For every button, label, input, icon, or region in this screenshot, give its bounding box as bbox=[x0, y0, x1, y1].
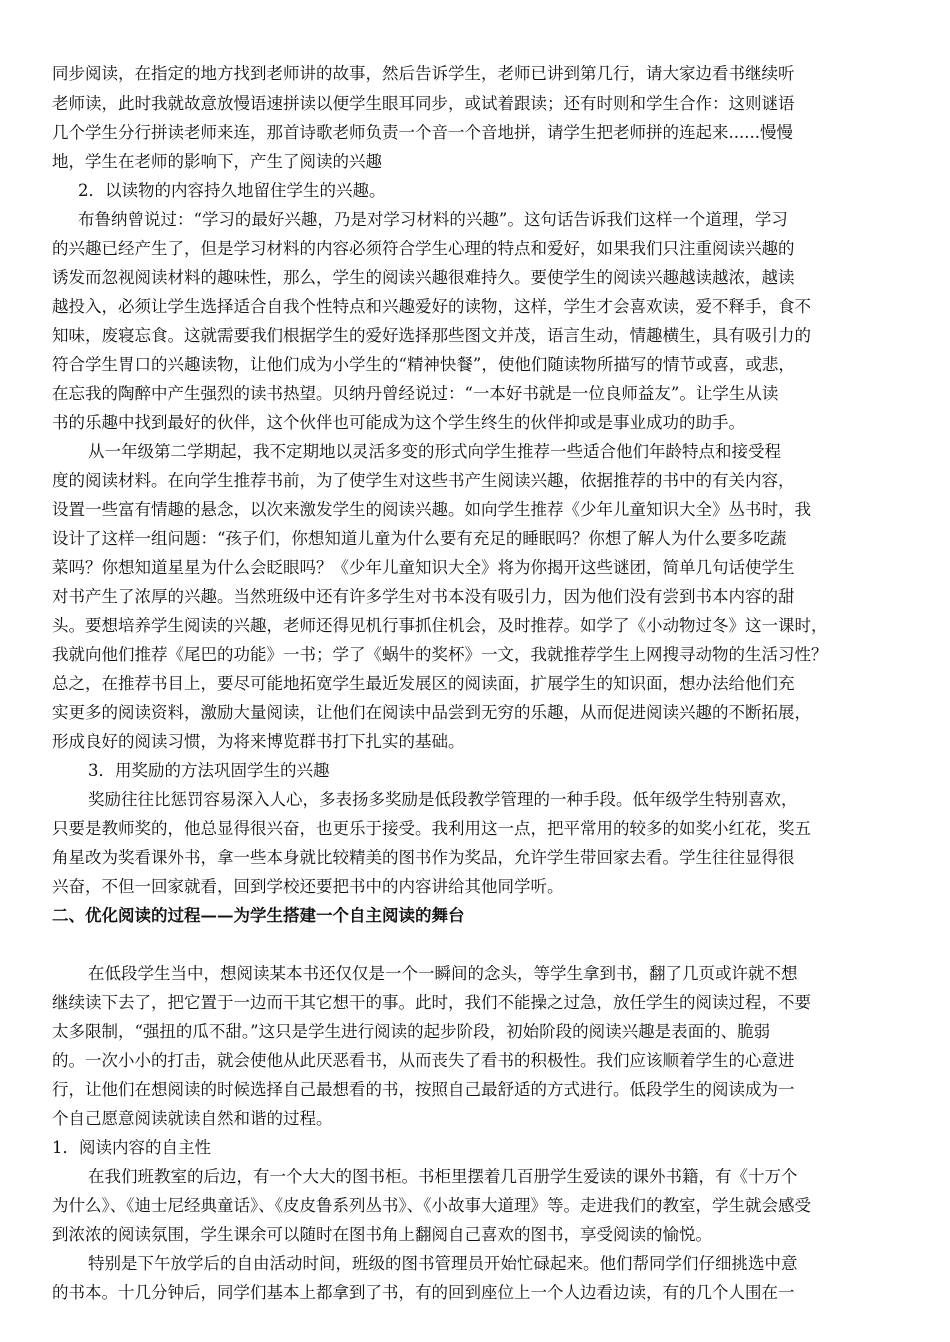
paragraph-line: 太多限制，“强扭的瓜不甜。”这只是学生进行阅读的起步阶段，初始阶段的阅读兴趣是表面的、脆弱 bbox=[52, 1022, 771, 1041]
paragraph-line: 为什么》、《迪士尼经典童话》、《皮皮鲁系列丛书》、《小故事大道理》等。走进我们的教室，学生就会感受 bbox=[52, 1196, 811, 1215]
paragraph-line: 角星改为奖看课外书，拿一些本身就比较精美的图书作为奖品，允许学生带回家去看。学生往往显得很 bbox=[52, 848, 795, 867]
chapter-heading: 二、优化阅读的过程——为学生搭建一个自主阅读的舞台 bbox=[52, 906, 465, 925]
section-heading: 3．用奖励的方法巩固学生的兴趣 bbox=[88, 761, 330, 780]
paragraph-line: 老师读，此时我就故意放慢语速拼读以便学生眼耳同步，或试着跟读；还有时则和学生合作：这则谜语 bbox=[52, 94, 795, 113]
paragraph-line: 行，让他们在想阅读的时候选择自己最想看的书，按照自己最舒适的方式进行。低段学生的阅读成为一 bbox=[52, 1080, 795, 1099]
paragraph-line: 符合学生胃口的兴趣读物，让他们成为小学生的“精神快餐”，使他们随读物所描写的情节或喜，或悲， bbox=[52, 355, 795, 374]
paragraph-line: 布鲁纳曾说过：“学习的最好兴趣，乃是对学习材料的兴趣”。这句话告诉我们这样一个道理，学习 bbox=[78, 210, 788, 229]
paragraph-line: 只要是教师奖的，他总显得很兴奋，也更乐于接受。我利用这一点，把平常用的较多的如奖小红花，奖五 bbox=[52, 819, 811, 838]
paragraph-line: 知味，废寝忘食。这就需要我们根据学生的爱好选择那些图文并茂，语言生动，情趣横生，具有吸引力的 bbox=[52, 326, 811, 345]
paragraph-line: 设计了这样一组问题：“孩子们，你想知道儿童为什么要有充足的睡眠吗？你想了解人为什么要多吃蔬 bbox=[52, 529, 787, 548]
paragraph-line: 兴奋，不但一回家就看，回到学校还要把书中的内容讲给其他同学听。 bbox=[52, 877, 564, 896]
paragraph-line: 形成良好的阅读习惯，为将来博览群书打下扎实的基础。 bbox=[52, 732, 465, 751]
paragraph-line: 的。一次小小的打击，就会使他从此厌恶看书，从而丧失了看书的积极性。我们应该顺着学生的心意进 bbox=[52, 1051, 795, 1070]
paragraph-line: 个自己愿意阅读就读自然和谐的过程。 bbox=[52, 1109, 333, 1128]
paragraph-line: 总之，在推荐书目上，要尽可能地拓宽学生最近发展区的阅读面，扩展学生的知识面，想办法给他们充 bbox=[52, 674, 795, 693]
paragraph-line: 设置一些富有情趣的悬念，以次来激发学生的阅读兴趣。如向学生推荐《少年儿童知识大全》丛书时，我 bbox=[52, 500, 811, 519]
paragraph-line: 菜吗？你想知道星星为什么会眨眼吗？《少年儿童知识大全》将为你揭开这些谜团，简单几句话使学生 bbox=[52, 558, 795, 577]
paragraph-line: 从一年级第二学期起，我不定期地以灵活多变的形式向学生推荐一些适合他们年龄特点和接受程 bbox=[88, 442, 781, 461]
paragraph-line: 特别是下午放学后的自由活动时间，班级的图书管理员开始忙碌起来。他们帮同学们仔细挑选中意 bbox=[88, 1254, 798, 1273]
paragraph-line: 我就向他们推荐《尾巴的功能》一书；学了《蜗牛的奖杯》一文，我就推荐学生上网搜寻动物的生活习性？ bbox=[52, 645, 828, 664]
paragraph-line: 对书产生了浓厚的兴趣。当然班级中还有许多学生对书本没有吸引力，因为他们没有尝到书本内容的甜 bbox=[52, 587, 795, 606]
paragraph-line: 同步阅读，在指定的地方找到老师讲的故事，然后告诉学生，老师已讲到第几行，请大家边看书继续听 bbox=[52, 64, 795, 83]
paragraph-line: 在忘我的陶醉中产生强烈的读书热望。贝纳丹曾经说过：“一本好书就是一位良师益友”。让学生从读 bbox=[52, 384, 779, 403]
paragraph-line: 越投入，必须让学生选择适合自我个性特点和兴趣爱好的读物，这样，学生才会喜欢读，爱不释手，食不 bbox=[52, 297, 811, 316]
paragraph-line: 头。要想培养学生阅读的兴趣，老师还得见机行事抓住机会，及时推荐。如学了《小动物过冬》这一课时， bbox=[52, 616, 828, 635]
paragraph-line: 在我们班教室的后边，有一个大大的图书柜。书柜里摆着几百册学生爱读的课外书籍，有《十万个 bbox=[88, 1167, 798, 1186]
paragraph-line: 的兴趣已经产生了，但是学习材料的内容必须符合学生心理的特点和爱好，如果我们只注重阅读兴趣的 bbox=[52, 239, 795, 258]
paragraph-line: 度的阅读材料。在向学生推荐书前，为了使学生对这些书产生阅读兴趣，依据推荐的书中的有关内容， bbox=[52, 471, 795, 490]
paragraph-line: 奖励往往比惩罚容易深入人心，多表扬多奖励是低段教学管理的一种手段。低年级学生特别喜欢， bbox=[88, 790, 798, 809]
paragraph-line: 实更多的阅读资料，激励大量阅读，让他们在阅读中品尝到无穷的乐趣，从而促进阅读兴趣的不断拓展， bbox=[52, 703, 811, 722]
paragraph-line: 的书本。十几分钟后，同学们基本上都拿到了书，有的回到座位上一个人边看边读，有的几个人围在一 bbox=[52, 1283, 795, 1302]
section-heading: 2．以读物的内容持久地留住学生的兴趣。 bbox=[78, 181, 386, 200]
paragraph-line: 书的乐趣中找到最好的伙伴，这个伙伴也可能成为这个学生终生的伙伴抑或是事业成功的助手。 bbox=[52, 413, 745, 432]
paragraph-line: 地，学生在老师的影响下，产生了阅读的兴趣 bbox=[52, 152, 382, 171]
paragraph-line: 诱发而忽视阅读材料的趣味性，那么，学生的阅读兴趣很难持久。要使学生的阅读兴趣越读越浓，越读 bbox=[52, 268, 795, 287]
paragraph-line: 到浓浓的阅读氛围，学生课余可以随时在图书角上翻阅自己喜欢的图书，享受阅读的愉悦。 bbox=[52, 1225, 712, 1244]
paragraph-line: 继续读下去了，把它置于一边而干其它想干的事。此时，我们不能操之过急，放任学生的阅读过程，不要 bbox=[52, 993, 811, 1012]
section-heading: 1．阅读内容的自主性 bbox=[52, 1138, 211, 1157]
paragraph-line: 几个学生分行拼读老师来连，那首诗歌老师负责一个音一个音地拼，请学生把老师拼的连起来......慢慢 bbox=[52, 123, 793, 142]
paragraph-line: 在低段学生当中，想阅读某本书还仅仅是一个一瞬间的念头，等学生拿到书，翻了几页或许就不想 bbox=[88, 964, 798, 983]
